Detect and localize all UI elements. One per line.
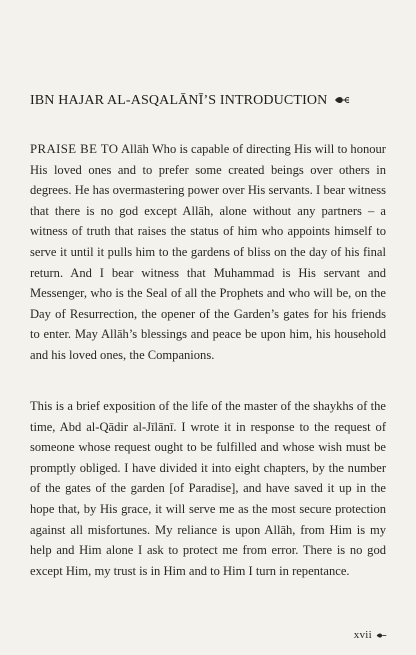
chapter-heading <box>30 93 390 109</box>
paragraph-praise <box>30 139 386 366</box>
paragraph-text: Allāh Who is capable of directing His will to honour His loved ones and to prefer some created beings over others in degrees. He has overmastering power over His servants. I bear witness that there is no god except Allāh, alone without any partners – a witness of truth that raises the status of him who appoints himself to serve it until it pulls him to the gardens of bliss on the day of his final return. And I bear witness that Muhammad is His servant and Messenger, who is the Seal of all the Prophets and who will be, on the Day of Resurrection, the opener of the Garden’s gates for his friends to enter. May Allāh’s blessings and peace be upon him, his household and his loved ones, the Companions. <box>30 142 386 362</box>
paragraph-exposition: This is a brief exposition of the life of the master of the shaykhs of the time, Abd al-Qādir al-Jīlānī. I wrote it in response to the request of someone whose request ought to be fulfilled and whose wish must be promptly obliged. I have divided it into eight chapters, by the number of the gates of the garden [of Paradise], and have saved it up in the hope that, by His grace, it will serve me as the most secure protection against all misfortunes. My reliance is upon Allāh, from Him is my help and Him alone I ask to protect me from error. There is no god except Him, my trust is in Him and to Him I turn in repentance. <box>30 399 386 578</box>
page-number-text: xvii <box>353 629 372 641</box>
chapter-title: IBN HAJAR AL-ASQALĀNĪ’S INTRODUCTION <box>30 93 328 108</box>
paragraph-lead: PRAISE BE TO <box>30 142 119 156</box>
leaf-ornament-icon <box>334 95 350 105</box>
leaf-ornament-icon <box>376 632 387 639</box>
page-number <box>354 629 387 641</box>
